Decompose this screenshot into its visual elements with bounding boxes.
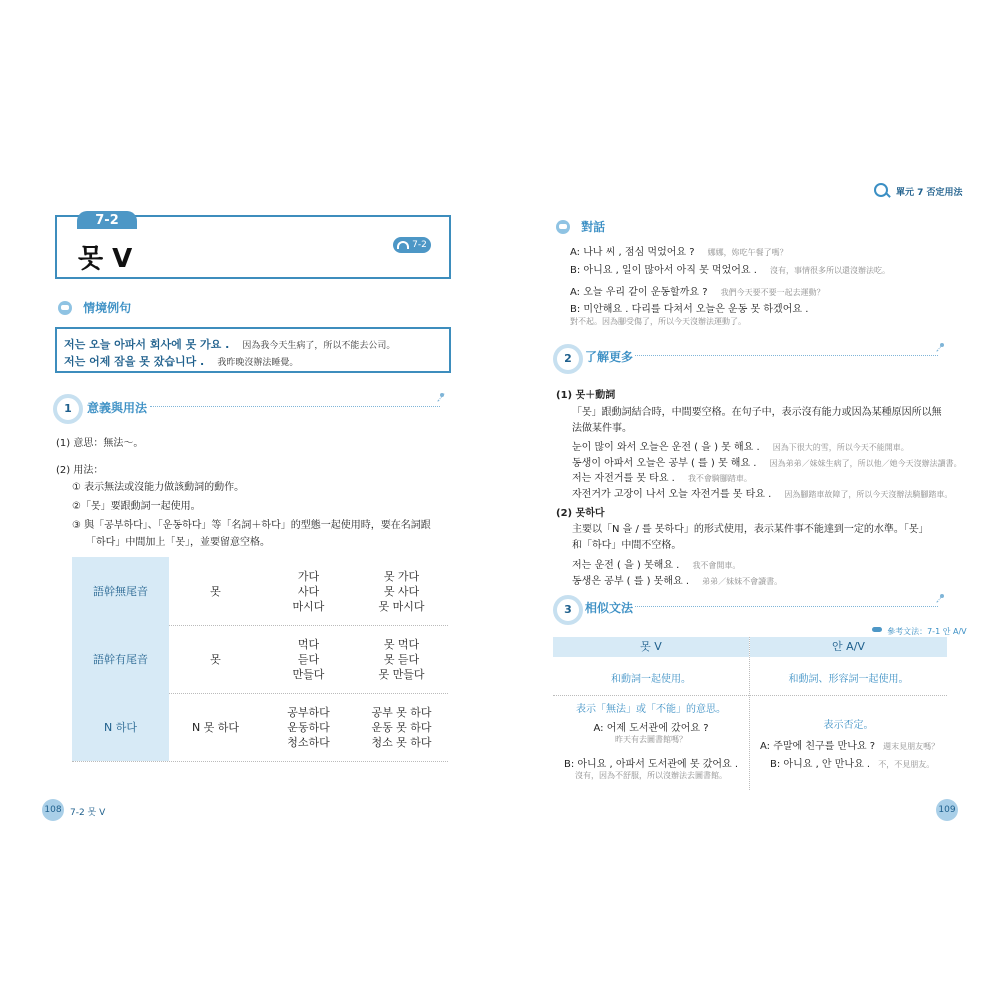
p1-desc: 法做某件事。 <box>572 423 632 434</box>
section3-number: 3 <box>553 595 583 625</box>
dialogue-heading: 對話 <box>581 220 606 234</box>
headphones-icon <box>397 241 409 249</box>
col2-example <box>760 734 939 753</box>
reference-note <box>872 619 967 638</box>
example-ko: 저는 자전거를 못 타요 . <box>572 473 675 484</box>
example-ko: 자전거가 고장이 나서 오늘 자전거를 못 타요 . <box>572 489 772 500</box>
example-zh: 不，不見朋友。 <box>878 760 935 769</box>
usage-label: (2) 用法： <box>56 465 104 476</box>
row-label: N 하다 <box>72 693 169 761</box>
example-zh: 我昨晚沒辦法睡覺。 <box>217 358 299 368</box>
dialogue-zh: 我們今天要不要一起去運動？ <box>720 288 825 297</box>
p1-title: (1) 못＋動詞 <box>556 390 616 401</box>
verb: 먹다 <box>297 637 320 651</box>
dialogue-line <box>570 258 890 277</box>
dialogue-ko: B: 미안해요 . 다리를 다쳐서 오늘은 운동 못 하겠어요 . <box>570 304 809 315</box>
verb: 운동하다 <box>287 720 330 734</box>
table-row <box>72 625 448 694</box>
compare-divider-vertical <box>749 637 750 790</box>
p2-desc: 和「하다」中間不空格。 <box>572 540 682 551</box>
result: 못 가다 <box>383 569 420 583</box>
dialogue-zh: 沒有，事情很多所以還沒辦法吃。 <box>770 266 891 275</box>
col1-use: 和動詞一起使用。 <box>611 674 691 685</box>
usage-item: ②「못」要跟動詞一起使用。 <box>72 501 201 512</box>
example-zh: 因為我今天生病了，所以不能去公司。 <box>242 341 396 351</box>
verb: 만들다 <box>292 667 325 681</box>
example-ko: 동생이 아파서 오늘은 공부 ( 를 ) 못 해요 . <box>572 458 757 469</box>
col1-meaning: 表示「無法」或「不能」的意思。 <box>576 704 726 715</box>
example-zh: 週末見朋友嗎？ <box>883 742 940 751</box>
audio-track-label: 7-2 <box>412 240 427 250</box>
section1-divider-tail <box>437 393 444 401</box>
row-label: 語幹無尾音 <box>72 557 169 625</box>
compare-divider-horizontal <box>553 695 947 696</box>
usage-item: ① 表示無法或沒能力做該動詞的動作。 <box>72 482 245 493</box>
verb: 공부하다 <box>287 705 330 719</box>
section1-title: 意義與用法 <box>87 401 148 415</box>
audio-track-badge[interactable] <box>393 237 431 253</box>
table-row <box>72 693 448 762</box>
header-search-icon-handle <box>885 192 891 198</box>
dialogue-ko: A: 나나 씨 , 점심 먹었어요 ? <box>570 247 695 258</box>
reference-text: 參考文法：7-1 안 A/V <box>887 627 967 636</box>
p1-desc: 「못」跟動詞結合時，中間要空格。在句子中，表示沒有能力或因為某種原因所以無 <box>572 407 942 418</box>
example-ko: 저는 운전 ( 을 ) 못해요 . <box>572 560 680 571</box>
footer-title: 7-2 못 V <box>70 808 106 818</box>
usage-item: 「하다」中間加上「못」，並要留意空格。 <box>86 537 270 548</box>
col1-example <box>553 752 749 771</box>
col2-meaning: 表示否定。 <box>823 720 874 731</box>
example-ko: A: 어제 도서관에 갔어요 ? <box>593 723 709 734</box>
section2-divider <box>635 355 938 356</box>
table-row <box>72 557 448 626</box>
dialogue-line <box>570 240 788 259</box>
example-zh: 我不會騎腳踏車。 <box>687 474 752 483</box>
col2-use: 和動詞、形容詞一起使用。 <box>788 674 909 685</box>
dialogue-ko: A: 오늘 우리 같이 운동할까요 ? <box>570 287 708 298</box>
row-form: N 못 하다 <box>191 720 240 734</box>
section3-divider <box>635 606 938 607</box>
dialogue-zh: 娜娜，妳吃午餐了嗎？ <box>707 248 788 257</box>
dialogue-zh: 對不起。因為腳受傷了，所以今天沒辦法運動了。 <box>570 317 746 326</box>
example-ko: A: 주말에 친구를 만나요 ? <box>760 741 875 752</box>
section3-divider-tail <box>936 594 943 602</box>
example-ko: 저는 오늘 아파서 회사에 못 가요 . <box>64 338 230 351</box>
section2-divider-tail <box>936 343 943 351</box>
row-verbs <box>262 557 355 625</box>
grammar-title: 못 V <box>78 244 133 274</box>
unit-header: 單元 7 否定用法 <box>896 188 963 198</box>
section2-title: 了解更多 <box>585 350 634 364</box>
example-zh: 我不會開車。 <box>692 561 741 570</box>
row-results <box>355 557 448 625</box>
situation-heading-row <box>58 297 131 316</box>
page-number-right: 109 <box>936 799 958 821</box>
result: 청소 못 하다 <box>371 735 432 749</box>
compare-head-2: 안 A/V <box>750 637 947 657</box>
result: 못 만들다 <box>378 667 425 681</box>
section1-divider <box>150 406 440 407</box>
compare-head-1: 못 V <box>553 637 749 657</box>
lesson-number: 7-2 <box>77 211 137 229</box>
verb: 가다 <box>297 569 320 583</box>
example-ko: 저는 어제 잠을 못 잤습니다 . <box>64 355 205 368</box>
row-results <box>355 625 448 693</box>
example-ko: 눈이 많이 와서 오늘은 운전 ( 을 ) 못 해요 . <box>572 442 760 453</box>
col1-example-zh: 沒有，因為不舒服，所以沒辦法去圖書館。 <box>575 771 727 780</box>
usage-item: ③ 與「공부하다」、「운동하다」等「名詞＋하다」的型態一起使用時，要在名詞跟 <box>72 520 431 531</box>
example-zh: 因為弟弟／妹妹生病了，所以他／她今天沒辦法讀書。 <box>769 459 962 468</box>
result: 못 사다 <box>383 584 420 598</box>
row-form: 못 <box>210 584 221 598</box>
section2-number: 2 <box>553 344 583 374</box>
speech-bubble-icon <box>556 220 570 234</box>
section1-number: 1 <box>53 394 83 424</box>
row-form: 못 <box>210 652 221 666</box>
p1-example <box>572 482 952 501</box>
verb: 청소하다 <box>287 735 330 749</box>
cloud-icon <box>872 627 882 632</box>
row-results <box>355 693 448 761</box>
dialogue-ko: B: 아니요 , 일이 많아서 아직 못 먹었어요 . <box>570 265 757 276</box>
p2-example <box>572 569 782 588</box>
example-zh: 因為下很大的雪，所以今天不能開車。 <box>772 443 909 452</box>
verb: 마시다 <box>292 599 325 613</box>
example-zh: 因為腳踏車故障了，所以今天沒辦法騎腳踏車。 <box>784 490 953 499</box>
result: 못 듣다 <box>383 652 420 666</box>
result: 공부 못 하다 <box>371 705 432 719</box>
p2-desc: 主要以「N 을 / 를 못하다」的形式使用，表示某件事不能達到一定的水準。「못」 <box>572 524 929 535</box>
verb: 듣다 <box>297 652 320 666</box>
result: 못 마시다 <box>378 599 425 613</box>
dialogue-line <box>570 297 808 316</box>
speech-bubble-icon <box>58 301 72 315</box>
result: 운동 못 하다 <box>371 720 432 734</box>
example-ko: B: 아니요 , 아파서 도서관에 못 갔어요 . <box>563 759 739 770</box>
result: 못 먹다 <box>383 637 420 651</box>
dialogue-heading-row <box>556 216 605 235</box>
section3-title: 相似文法 <box>585 601 634 615</box>
col1-example-zh: 昨天有去圖書館嗎？ <box>615 735 687 744</box>
situation-heading: 情境例句 <box>83 301 132 315</box>
row-label: 語幹有尾音 <box>72 625 169 693</box>
page-number-left: 108 <box>42 799 64 821</box>
example-zh: 弟弟／妹妹不會讀書。 <box>702 577 783 586</box>
col1-example <box>553 716 749 735</box>
row-verbs <box>262 625 355 693</box>
row-verbs <box>262 693 355 761</box>
meaning-text: (1) 意思：無法～。 <box>56 438 144 449</box>
p2-title: (2) 못하다 <box>556 508 605 519</box>
verb: 사다 <box>297 584 320 598</box>
example-ko: B: 아니요 , 안 만나요 . <box>770 759 871 770</box>
example-ko: 동생은 공부 ( 를 ) 못해요 . <box>572 576 689 587</box>
example-line-2 <box>64 350 298 369</box>
col2-example <box>770 752 934 771</box>
